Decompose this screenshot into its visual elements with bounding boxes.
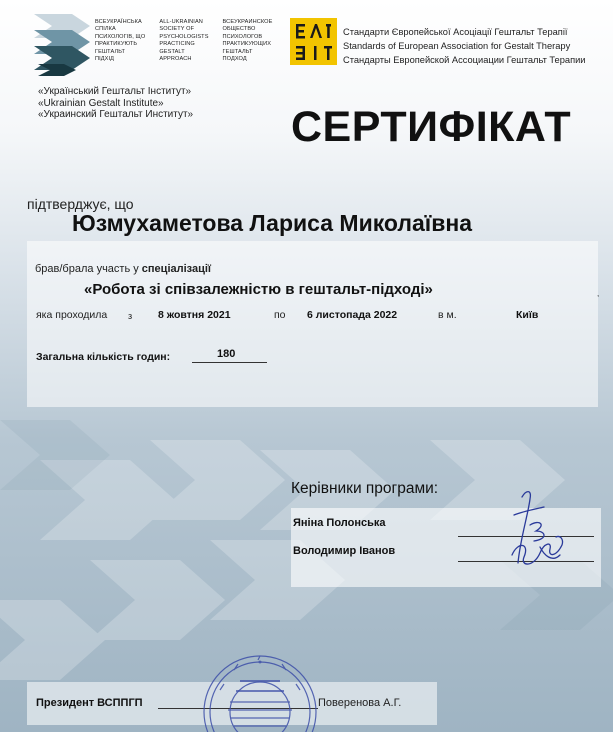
program-title: «Робота зі співзалежністю в гештальт-підході» — [84, 281, 433, 298]
logo-column-ru: ВСЕУКРАИНСКОЕ ОБЩЕСТВО ПСИХОЛОГОВ ПРАКТИКУЮЩИХ ГЕШТАЛЬТ ПОДХОД — [222, 19, 273, 63]
hours-label: Загальна кількість годин: — [36, 351, 171, 363]
hours-value: 180 — [217, 348, 236, 360]
logo-column-en: ALL-UKRAINIAN SOCIETY OF PSYCHOLOGISTS PRACTICING GESTALT APPROACH — [159, 19, 209, 63]
president-label: Президент ВСППГП — [36, 697, 143, 709]
date-from: 8 жовтня 2021 — [158, 309, 231, 321]
round-seal-stamp-icon — [200, 650, 318, 732]
recipient-name: Юзмухаметова Лариса Миколаївна — [72, 210, 473, 236]
leader-name-2: Володимир Іванов — [293, 545, 396, 557]
city-label: в м. — [438, 309, 457, 321]
leader-name-1: Яніна Полонська — [293, 517, 386, 529]
logo-column-uk: ВСЕУКРАЇНСЬКА СПІЛКА ПСИХОЛОГІВ, ЩО ПРАКТИКУЮТЬ ГЕШТАЛЬТ ПІДХІД — [95, 19, 146, 63]
institute-name-en: «Ukrainian Gestalt Institute» — [38, 97, 164, 109]
hours-underline — [192, 362, 267, 363]
city-value: Київ — [516, 309, 539, 321]
held-label: яка проходила — [36, 309, 108, 321]
eagt-standards-text: Стандарти Європейської Асоціації Гештальт Терапії Standards of European Association for Gestalt Therapy Стандарты Европейской Ассоциации Гештальт Терапии — [343, 27, 586, 65]
vspppg-chevron-logo-icon — [34, 14, 90, 76]
institute-name-ru: «Украинский Гештальт Институт» — [38, 109, 194, 120]
institute-name-uk: «Український Гештальт Інститут» — [38, 86, 192, 97]
leaders-heading: Керівники програми: — [291, 480, 439, 497]
eagt-yellow-logo-icon — [290, 18, 337, 65]
logo-text-columns — [95, 19, 272, 63]
participation-line: брав/брала участь у спеціалізації — [35, 263, 212, 275]
date-to: 6 листопада 2022 — [307, 309, 398, 321]
handwritten-signature-icon — [500, 485, 580, 580]
specialization-word: спеціалізації — [141, 263, 212, 275]
confirms-text: підтверджує, що — [27, 196, 134, 212]
from-label: з — [128, 311, 133, 321]
to-label: по — [274, 309, 286, 321]
certificate-title: СЕРТИФІКАТ — [291, 103, 572, 151]
president-name: Поверeнова А.Г. — [318, 697, 402, 709]
program-end-dot: , — [597, 289, 600, 298]
institute-names — [38, 86, 193, 121]
